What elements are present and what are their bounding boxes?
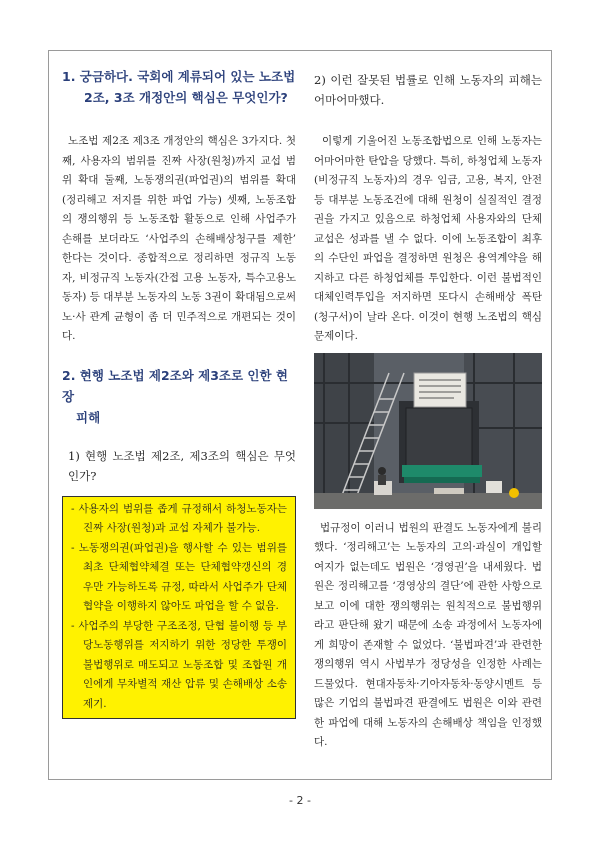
highlight-item: - 사업주의 부당한 구조조정, 단협 불이행 등 부당노동행위를 저지하기 위한 정당한 투쟁이 불법행위로 매도되고 노동조합 및 조합원 개인에게 무차별적 재산 압류 및 손해배상 소송제기. bbox=[71, 619, 287, 710]
paragraph-court: 법규정이 이러니 법원의 판결도 노동자에게 불리했다. ‘정리해고’는 노동자의 고의·과실이 개입할 여지가 없는데도 법원은 ‘경영권’을 내세웠다. 법원은 정리해고를 ‘경영상의 결단’에 관한 사항으로 보고 이에 대한 쟁의행위는 원칙적으로 불법행위라고 판단해 왔기 때문에 소송 과정에서 노동자에게 희망이 존재할 수 없었다. ‘불법파견’과 관련한 쟁의행위 역시 사법부가 정당성을 인정한 사례는 드물었다. 현대자동차·기아자동차·동양시멘트 등 많은 기업의 불법파견 판결에도 법원은 이와 관련한 파업에 대해 노동자의 손해배상 책임을 인정했다. bbox=[314, 521, 542, 748]
section-heading-2: 2. 현행 노조법 제2조와 제3조로 인한 현장 피해 bbox=[62, 367, 289, 425]
protest-photo bbox=[314, 353, 542, 509]
protest-photo-illustration bbox=[314, 353, 542, 509]
right-column bbox=[314, 70, 542, 753]
highlight-box bbox=[62, 496, 296, 720]
highlight-item: - 사용자의 범위를 좁게 규정해서 하청노동자는 진짜 사장(원청)과 교섭 자체가 불가능. bbox=[71, 502, 287, 534]
section-heading-1: 1. 궁금하다. 국회에 계류되어 있는 노조법 2조, 3조 개정안의 핵심은 무엇인가? bbox=[62, 69, 296, 105]
subheading-1: 1) 현행 노조법 제2조, 제3조의 핵심은 무엇인가? bbox=[68, 448, 296, 483]
highlight-list bbox=[71, 500, 287, 715]
paragraph-damage: 이렇게 기울어진 노동조합법으로 인해 노동자는 어마어마한 탄압을 당했다. 특히, 하청업체 노동자(비정규직 노동자)의 경우 임금, 고용, 복지, 안전 등 대부분 노동조건에 대해 원청이 실질적인 결정권을 가지고 있음으로 하청업체 사용자와의 단체교섭은 성과를 낼 수 없다. 이에 노동조합이 최후의 수단인 파업을 결정하면 원청은 용역계약을 해지하고 다른 하청업체를 투입한다. 이런 불법적인 대체인력투입을 저지하면 또다시 손해배상 폭탄(청구서)이 날라 온다. 이것이 현행 노조법의 핵심 문제이다. bbox=[314, 135, 542, 342]
highlight-item: - 노동쟁의권(파업권)을 행사할 수 있는 범위를 최초 단체협약체결 또는 단체협약갱신의 경우만 가능하도록 규정, 따라서 사업주가 단체협약을 이행하지 않아도 파업을 할 수 없음. bbox=[71, 541, 287, 612]
subheading-2: 2) 이런 잘못된 법률로 인해 노동자의 피해는 어마어마했다. bbox=[314, 73, 542, 107]
paragraph-reform-core: 노조법 제2조 제3조 개정안의 핵심은 3가지다. 첫째, 사용자의 범위를 진짜 사장(원청)까지 교섭 범위 확대 둘째, 노동쟁의권(파업권)의 범위를 확대(정리해고 저지를 위한 파업 가능) 셋째, 노동조합의 쟁의행위 등 노동조합 활동으로 인해 사업주가 손해를 보더라도 ‘사업주의 손해배상청구를 제한’ 한다는 것이다. 종합적으로 정리하면 정규직 노동자, 비정규직 노동자(간접 고용 노동자, 특수고용노동자) 등 대부분 노동자의 노동 3권이 확대됨으로써 노·사 관계 균형이 좀 더 민주적으로 개편되는 것이다. bbox=[62, 135, 296, 342]
left-column bbox=[62, 66, 296, 719]
page-number: - 2 - bbox=[289, 794, 311, 807]
